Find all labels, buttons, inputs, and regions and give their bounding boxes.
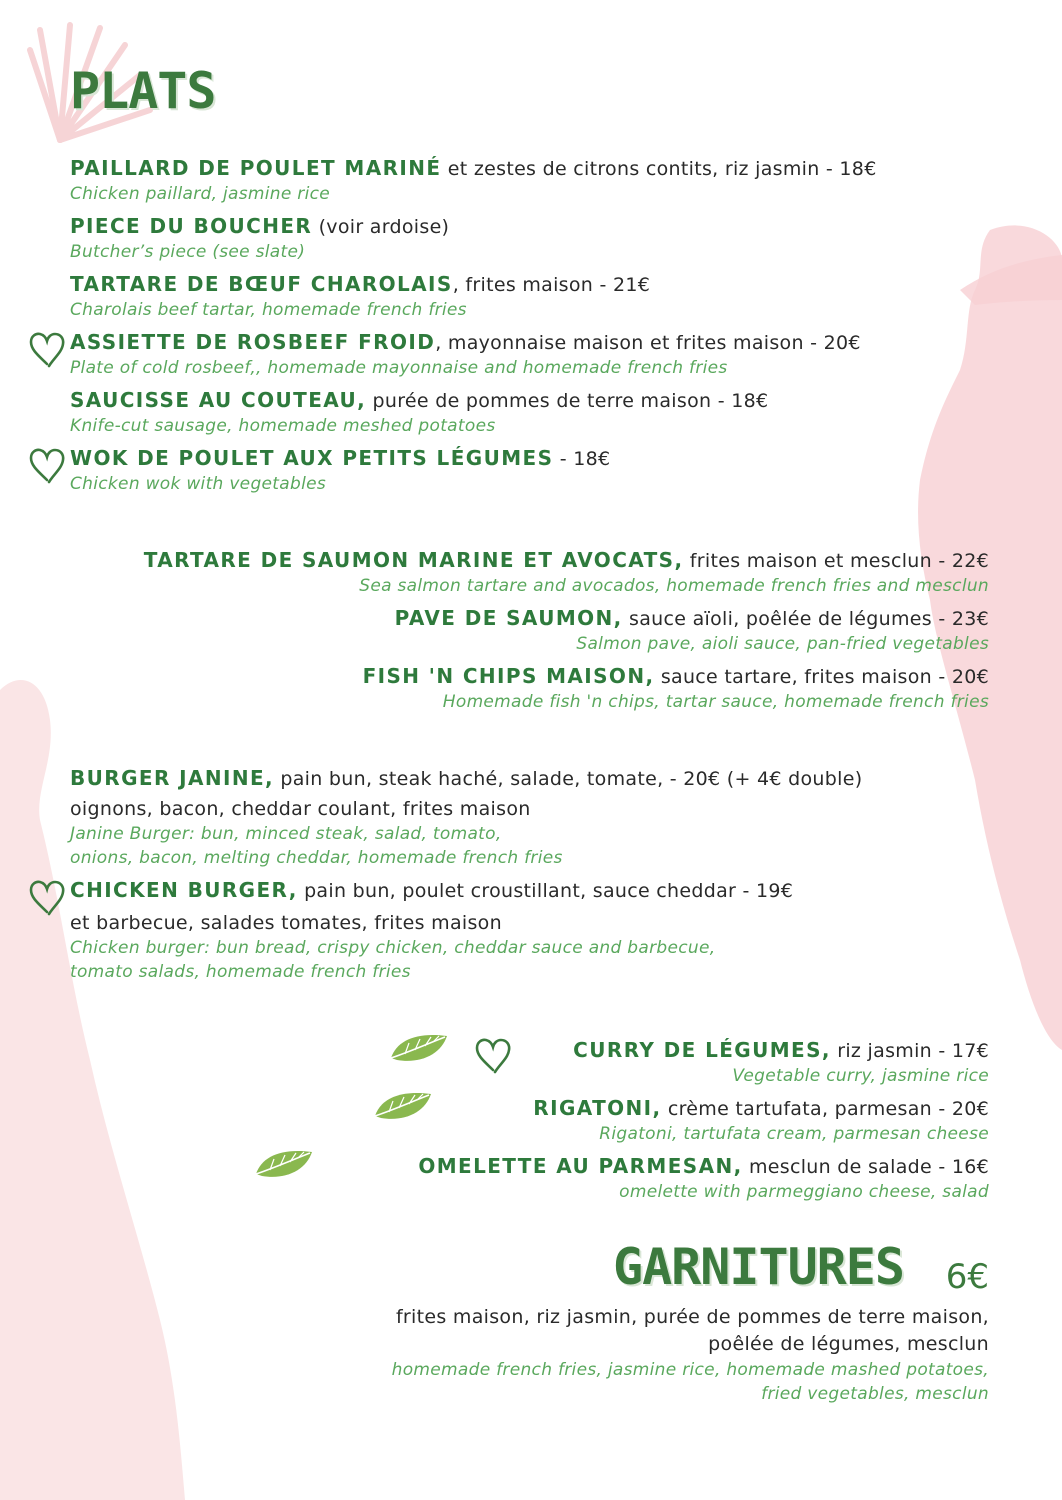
dish-english: Plate of cold rosbeef,, homemade mayonnaise and homemade french fries: [70, 358, 728, 378]
dish-description: sauce tartare, frites maison - 20€: [654, 666, 989, 688]
menu-item: [70, 387, 768, 438]
leaf-icon: [387, 1028, 451, 1066]
garnitures-price: 6€: [945, 1257, 989, 1297]
menu-item: [573, 1037, 989, 1088]
dish-name: PAILLARD DE POULET MARINÉ: [70, 156, 442, 180]
dish-name: PIECE DU BOUCHER: [70, 214, 313, 238]
dish-english: Sea salmon tartare and avocados, homemade french fries and mesclun: [359, 576, 989, 596]
menu-item: [70, 445, 610, 496]
dish-description: , mayonnaise maison et frites maison - 20€: [435, 332, 861, 354]
dish-description: pain bun, steak haché, salade, tomate, - 20€ (+ 4€ double): [274, 768, 863, 790]
dish-description-cont: et barbecue, salades tomates, frites maison: [70, 912, 502, 934]
garnitures-line: poêlée de légumes, mesclun: [708, 1333, 989, 1355]
dish-english: Vegetable curry, jasmine rice: [732, 1066, 989, 1086]
heart-icon: [27, 330, 67, 368]
garnitures-list: [392, 1304, 989, 1406]
dish-name: WOK DE POULET AUX PETITS LÉGUMES: [70, 446, 554, 470]
dish-name: TARTARE DE BŒUF CHAROLAIS: [70, 272, 453, 296]
menu-item: [418, 1153, 989, 1204]
dish-name: ASSIETTE DE ROSBEEF FROID: [70, 330, 436, 354]
heart-icon: [27, 878, 67, 916]
dish-english: Chicken wok with vegetables: [70, 474, 327, 494]
dish-name: OMELETTE AU PARMESAN,: [418, 1154, 743, 1178]
dish-description: sauce aïoli, poêlée de légumes - 23€: [622, 608, 989, 630]
menu-item: [395, 605, 989, 656]
dish-name: TARTARE DE SAUMON MARINE ET AVOCATS,: [143, 548, 684, 572]
menu-item: [70, 765, 862, 870]
dish-description: (voir ardoise): [312, 216, 450, 238]
dish-description: frites maison et mesclun - 22€: [683, 550, 989, 572]
heart-icon: [473, 1036, 513, 1074]
leaf-icon: [371, 1086, 435, 1124]
dish-english: Rigatoni, tartufata cream, parmesan cheese: [599, 1124, 989, 1144]
dish-english-cont: tomato salads, homemade french fries: [70, 962, 411, 982]
menu-item: [70, 877, 793, 984]
dish-english: omelette with parmeggiano cheese, salad: [619, 1182, 989, 1202]
dish-english: Butcher’s piece (see slate): [70, 242, 306, 262]
menu-item: [70, 329, 861, 380]
garnitures-english: homemade french fries, jasmine rice, homemade mashed potatoes,: [391, 1360, 989, 1380]
dish-english: Chicken paillard, jasmine rice: [70, 184, 331, 204]
garnitures-english: fried vegetables, mesclun: [761, 1384, 989, 1404]
dish-name: PAVE DE SAUMON,: [394, 606, 623, 630]
dish-name: RIGATONI,: [533, 1096, 662, 1120]
menu-item: [533, 1095, 989, 1146]
dish-english: Homemade fish 'n chips, tartar sauce, homemade french fries: [442, 692, 989, 712]
page-title: PLATS: [70, 62, 216, 120]
dish-english: Salmon pave, aioli sauce, pan-fried vegetables: [576, 634, 989, 654]
menu-item: [144, 547, 989, 598]
dish-name: FISH 'N CHIPS MAISON,: [362, 664, 655, 688]
dish-english-cont: onions, bacon, melting cheddar, homemade french fries: [70, 848, 563, 868]
menu-item: [70, 271, 650, 322]
dish-description: - 18€: [553, 448, 611, 470]
dish-description: pain bun, poulet croustillant, sauce cheddar - 19€: [297, 880, 794, 902]
dish-description: et zestes de citrons contits, riz jasmin - 18€: [441, 158, 877, 180]
dish-description: mesclun de salade - 16€: [742, 1156, 989, 1178]
dish-name: BURGER JANINE,: [70, 766, 275, 790]
dish-english: Janine Burger: bun, minced steak, salad, tomato,: [70, 824, 502, 844]
dish-description: riz jasmin - 17€: [830, 1040, 989, 1062]
menu-item: [70, 213, 449, 264]
dish-description: crème tartufata, parmesan - 20€: [661, 1098, 989, 1120]
dish-description: , frites maison - 21€: [452, 274, 651, 296]
garnitures-line: frites maison, riz jasmin, purée de pommes de terre maison,: [395, 1306, 989, 1328]
dish-english: Chicken burger: bun bread, crispy chicken, cheddar sauce and barbecue,: [70, 938, 716, 958]
leaf-icon: [252, 1144, 316, 1182]
dish-description: purée de pommes de terre maison - 18€: [366, 390, 769, 412]
dish-name: CHICKEN BURGER,: [70, 878, 298, 902]
dish-description-cont: oignons, bacon, cheddar coulant, frites maison: [70, 798, 531, 820]
section-title-garnitures: GARNITURES: [612, 1238, 904, 1296]
heart-icon: [27, 446, 67, 484]
menu-item: [363, 663, 989, 714]
dish-english: Knife-cut sausage, homemade meshed potatoes: [70, 416, 496, 436]
dish-name: SAUCISSE AU COUTEAU,: [70, 388, 367, 412]
menu-item: [70, 155, 877, 206]
dish-name: CURRY DE LÉGUMES,: [573, 1038, 831, 1062]
dish-english: Charolais beef tartar, homemade french fries: [70, 300, 467, 320]
